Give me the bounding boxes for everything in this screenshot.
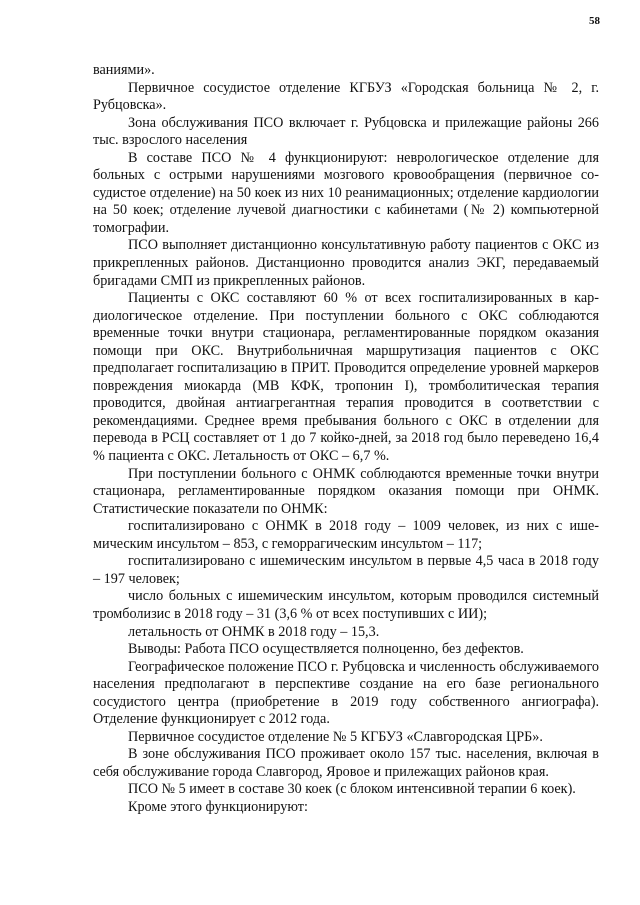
paragraph: Первичное сосудистое отделение КГБУЗ «Городская больница № 2, г. Рубцовска». <box>93 79 599 114</box>
statistics-item: госпитализировано с ОНМК в 2018 году – 1009 человек, из них с ишемическим инсультом – 853, с геморрагическим инсультом – 117; <box>93 518 599 552</box>
statistics-item: госпитализировано с ишемическим инсультом в первые 4,5 часа в 2018 году – 197 человек; <box>93 553 599 587</box>
paragraph: Зона обслуживания ПСО включает г. Рубцовска и прилежащие районы 266 тыс. взрослого населения <box>93 114 599 149</box>
paragraph: Географическое положение ПСО г. Рубцовска и численность обслуживаемого населения предполагают в перспективе создание на его базе регионального сосудистого центра (приобретение в 2019 году собственного ангиографа). Отделение функционирует с 2012 года. <box>93 658 599 728</box>
paragraph: Пациенты с ОКС составляют 60 % от всех госпитализированных в кардиологическое отделение. При поступлении больного с ОКС соблюдаются временные точки внутри стационара, регламентированные порядком оказания помощи при ОКС. Внутрибольничная маршрутизация пациентов с ОКС предполагает госпитализацию в ПРИТ. Проводится определение уровней маркеров повреждения миокарда (МВ КФК, тропонин I), тромболитическая терапия проводится, двойная антиагрегантная терапия проводится в соответствии с рекомендациями. Среднее время пребывания больного с ОКС в отделении для перевода в РСЦ составляет от 1 до 7 койко-дней, за 2018 год было переведено 16,4 % пациента с ОКС. Летальность от ОКС – 6,7 %. <box>93 290 599 465</box>
paragraph: ПСО выполняет дистанционно консультативную работу пациентов с ОКС из прикрепленных районов. Дистанционно проводится анализ ЭКГ, передаваемый бригадами СМП из прикрепленных районов. <box>93 237 599 289</box>
paragraph: Кроме этого функционируют: <box>128 798 308 815</box>
paragraph: ваниями». <box>93 62 155 78</box>
paragraph: В составе ПСО № 4 функционируют: неврологическое отделение для больных с острыми нарушениями мозгового кровообращения (первичное сосудистое отделение) на 50 коек из них 10 реанимационных; отделение кардиологии на 50 коек; отделение лучевой диагностики с кабинетами (№ 2) компьютерной томографии. <box>93 149 599 236</box>
paragraph: В зоне обслуживания ПСО проживает около 157 тыс. населения, включая в себя обслуживание города Славгород, Яровое и прилежащих районов края. <box>93 746 599 780</box>
statistics-item: летальность от ОНМК в 2018 году – 15,3. <box>128 623 380 640</box>
statistics-item: число больных с ишемическим инсультом, которым проводился системный тромболизис в 2018 году – 31 (3,6 % от всех поступивших с ИИ); <box>93 588 599 622</box>
paragraph: При поступлении больного с ОНМК соблюдаются временные точки внутри стационара, регламентированные порядком оказания помощи при ОНМК. Статистические показатели по ОНМК: <box>93 465 599 517</box>
paragraph: ПСО № 5 имеет в составе 30 коек (с блоком интенсивной терапии 6 коек). <box>128 781 576 798</box>
document-body <box>93 62 599 817</box>
page-number: 58 <box>589 15 600 27</box>
conclusion-paragraph: Выводы: Работа ПСО осуществляется полноценно, без дефектов. <box>128 641 524 658</box>
section-heading: Первичное сосудистое отделение № 5 КГБУЗ «Славгородская ЦРБ». <box>128 728 543 745</box>
